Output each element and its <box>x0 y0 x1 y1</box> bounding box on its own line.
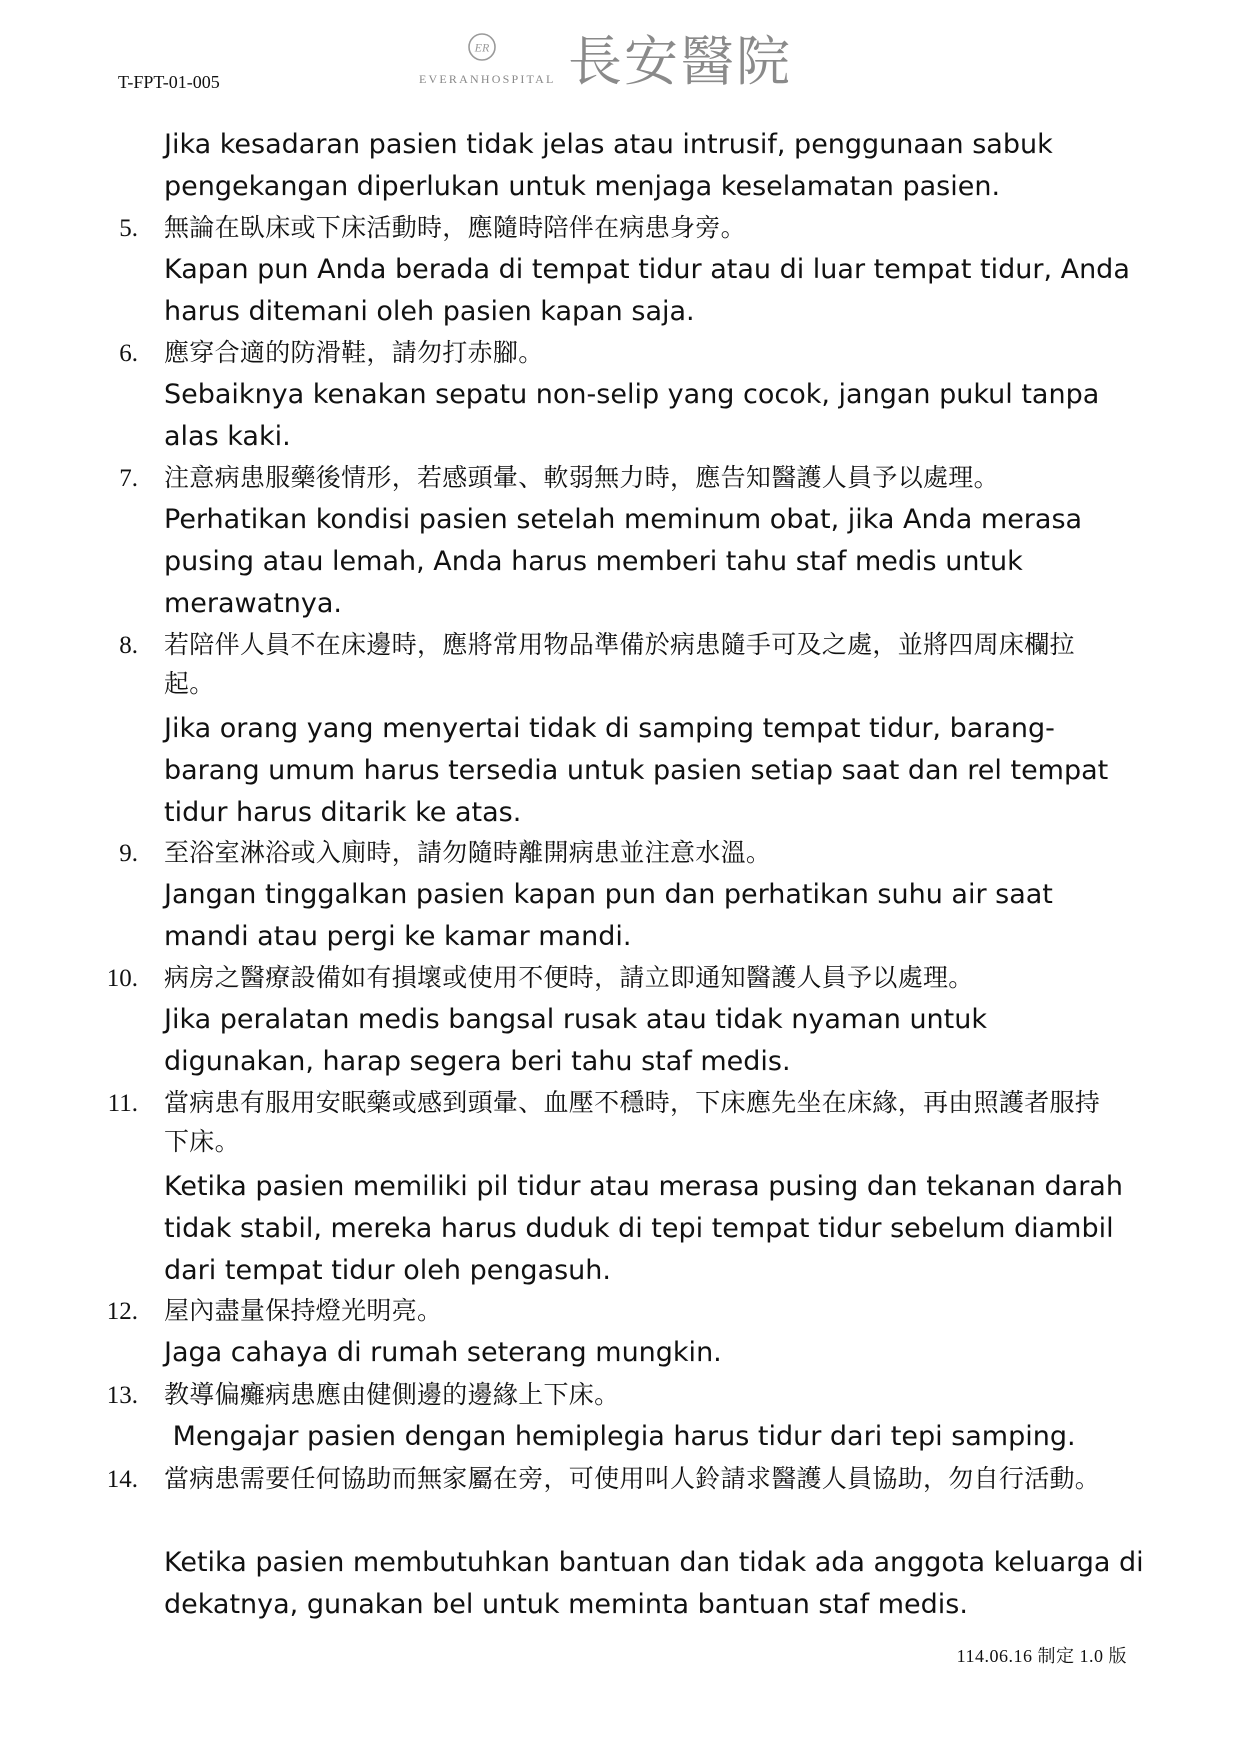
hospital-emblem-icon <box>467 32 497 62</box>
list-item-indonesian: Mengajar pasien dengan hemiplegia harus tidur dari tepi samping. <box>164 1421 1076 1452</box>
list-item-number: 14. <box>106 1466 138 1493</box>
version-footer: 114.06.16 制定 1.0 版 <box>956 1646 1127 1666</box>
list-item-chinese: 當病患需要任何協助而無家屬在旁，可使用叫人鈴請求醫護人員協助，勿自行活動。 <box>164 1464 1101 1493</box>
list-item-number: 9. <box>119 840 138 867</box>
list-item-indonesian: Jaga cahaya di rumah seterang mungkin. <box>164 1337 722 1368</box>
list-item-indonesian: Perhatikan kondisi pasien setelah meminum obat, jika Anda merasa pusing atau lemah, Anda harus memberi tahu staf medis untuk merawatnya. <box>164 504 1083 619</box>
list-item-indonesian: Sebaiknya kenakan sepatu non-selip yang cocok, jangan pukul tanpa alas kaki. <box>164 379 1100 452</box>
list-item-number: 11. <box>107 1090 138 1117</box>
list-item-chinese: 當病患有服用安眠藥或感到頭暈、血壓不穩時，下床應先坐在床緣，再由照護者服持下床。 <box>164 1088 1101 1156</box>
list-item-chinese: 病房之醫療設備如有損壞或使用不便時，請立即通知醫護人員予以處理。 <box>164 963 974 992</box>
list-item-number: 10. <box>106 965 138 992</box>
document-code: T-FPT-01-005 <box>118 72 220 92</box>
list-item-indonesian: Kapan pun Anda berada di tempat tidur atau di luar tempat tidur, Anda harus ditemani oleh pasien kapan saja. <box>164 254 1130 327</box>
list-item-chinese: 若陪伴人員不在床邊時，應將常用物品準備於病患隨手可及之處，並將四周床欄拉起。 <box>164 630 1075 698</box>
list-item-chinese: 屋內盡量保持燈光明亮。 <box>164 1296 443 1325</box>
list-item-chinese: 至浴室淋浴或入廁時，請勿隨時離開病患並注意水溫。 <box>164 838 772 867</box>
list-item-chinese: 教導偏癱病患應由健側邊的邊緣上下床。 <box>164 1380 620 1409</box>
list-item-indonesian: Jika peralatan medis bangsal rusak atau tidak nyaman untuk digunakan, harap segera beri tahu staf medis. <box>164 1004 987 1077</box>
list-item-indonesian: Ketika pasien memiliki pil tidur atau merasa pusing dan tekanan darah tidak stabil, mereka harus duduk di tepi tempat tidur sebelum diambil dari tempat tidur oleh pengasuh. <box>164 1171 1123 1286</box>
list-item-indonesian: Jangan tinggalkan pasien kapan pun dan perhatikan suhu air saat mandi atau pergi ke kamar mandi. <box>164 879 1053 952</box>
intro-text-indonesian: Jika kesadaran pasien tidak jelas atau intrusif, penggunaan sabuk pengekangan diperlukan untuk menjaga keselamatan pasien. <box>164 129 1053 202</box>
list-item-indonesian: Jika orang yang menyertai tidak di samping tempat tidur, barang-barang umum harus tersedia untuk pasien setiap saat dan rel tempat tidur harus ditarik ke atas. <box>164 713 1109 828</box>
list-item-chinese: 注意病患服藥後情形，若感頭暈、軟弱無力時，應告知醫護人員予以處理。 <box>164 463 999 492</box>
list-item-chinese: 應穿合適的防滑鞋，請勿打赤腳。 <box>164 338 544 367</box>
emblem-letters: ER <box>474 40 490 55</box>
list-item-number: 12. <box>106 1298 138 1325</box>
list-item-chinese: 無論在臥床或下床活動時，應隨時陪伴在病患身旁。 <box>164 213 746 242</box>
list-item-indonesian: Ketika pasien membutuhkan bantuan dan tidak ada anggota keluarga di dekatnya, gunakan bel untuk meminta bantuan staf medis. <box>164 1547 1144 1620</box>
list-item-number: 6. <box>119 340 138 367</box>
logo-english-name: EVERANHOSPITAL <box>419 72 556 86</box>
logo-chinese-name: 長安醫院 <box>568 30 792 93</box>
list-item-number: 7. <box>119 465 138 492</box>
list-item-number: 8. <box>119 632 138 659</box>
list-item-number: 5. <box>119 215 138 242</box>
list-item-number: 13. <box>106 1382 138 1409</box>
hospital-logo <box>415 28 835 98</box>
